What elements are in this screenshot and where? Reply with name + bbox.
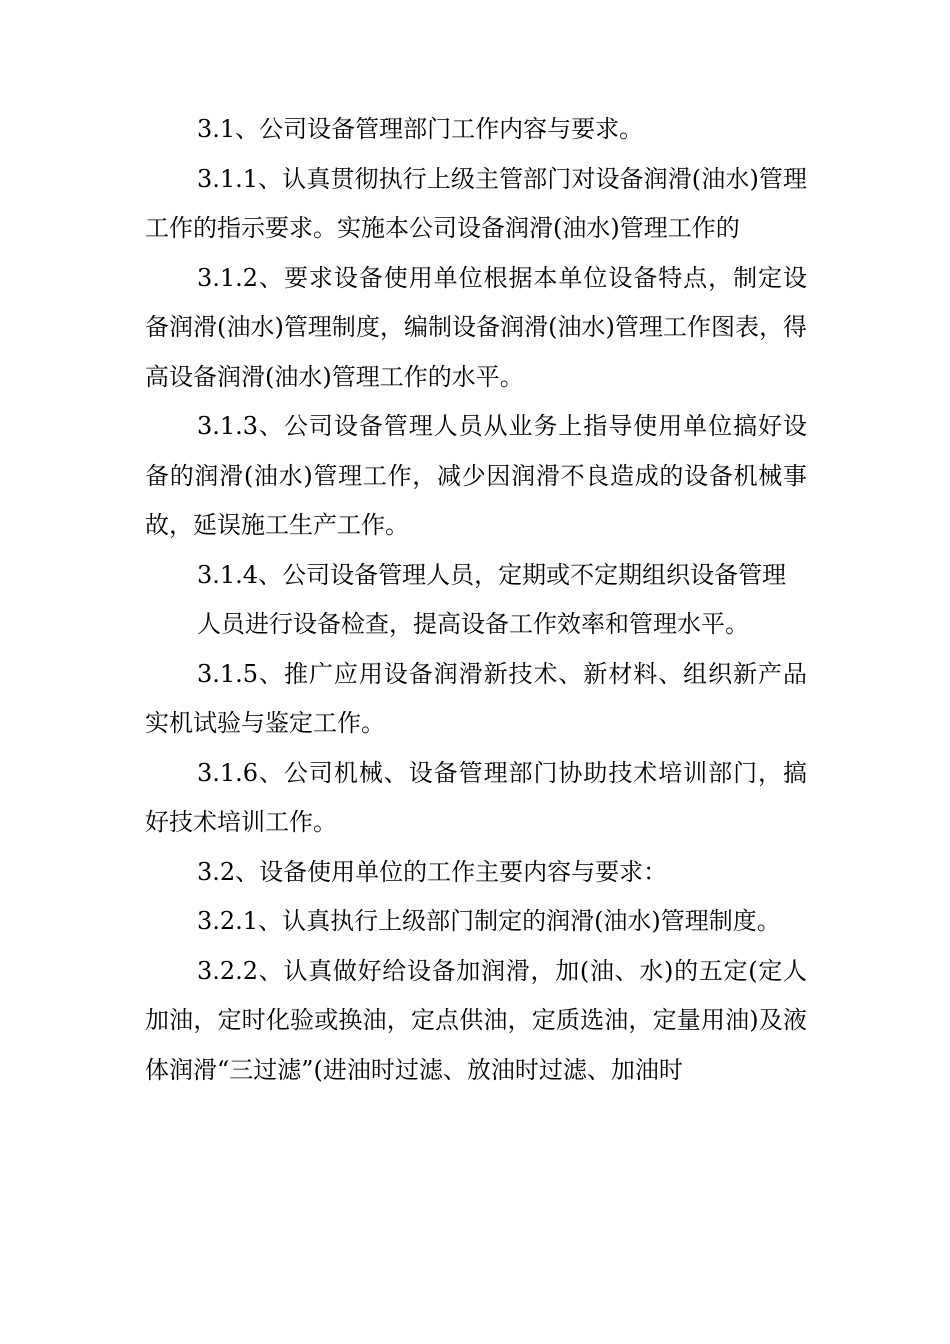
paragraph-3-2: 3.2、设备使用单位的工作主要内容与要求： [197, 857, 668, 886]
document-page [145, 105, 807, 1095]
paragraph-3-1-5: 3.1.5、推广应用设备润滑新技术、新材料、组织新产品实机试验与鉴定工作。 [145, 659, 807, 737]
paragraph-3-2-1: 3.2.1、认真执行上级部门制定的润滑(油水)管理制度。 [197, 907, 781, 935]
paragraph-3-1-2: 3.1.2、要求设备使用单位根据本单位设备特点，制定设备润滑(油水)管理制度，编制设备润滑(油水)管理工作图表，得高设备润滑(油水)管理工作的水平。 [145, 263, 807, 391]
paragraph-3-1: 3.1、公司设备管理部门工作内容与要求。 [197, 115, 644, 143]
paragraph-3-1-3: 3.1.3、公司设备管理人员从业务上指导使用单位搞好设备的润滑(油水)管理工作，减少因润滑不良造成的设备机械事故，延误施工生产工作。 [145, 412, 807, 539]
paragraph-3-1-4-continued: 人员进行设备检查，提高设备工作效率和管理水平。 [197, 610, 749, 638]
paragraph-3-1-1: 3.1.1、认真贯彻执行上级主管部门对设备润滑(油水)管理工作的指示要求。实施本公司设备润滑(油水)管理工作的 [145, 164, 807, 242]
paragraph-3-1-6: 3.1.6、公司机械、设备管理部门协助技术培训部门，搞好技术培训工作。 [145, 758, 807, 836]
paragraph-3-2-2: 3.2.2、认真做好给设备加润滑，加(油、水)的五定(定人加油，定时化验或换油，定点供油，定质选油，定量用油)及液体润滑“三过滤”(进油时过滤、放油时过滤、加油时 [145, 956, 807, 1084]
paragraph-3-1-4: 3.1.4、公司设备管理人员，定期或不定期组织设备管理 [197, 560, 787, 589]
